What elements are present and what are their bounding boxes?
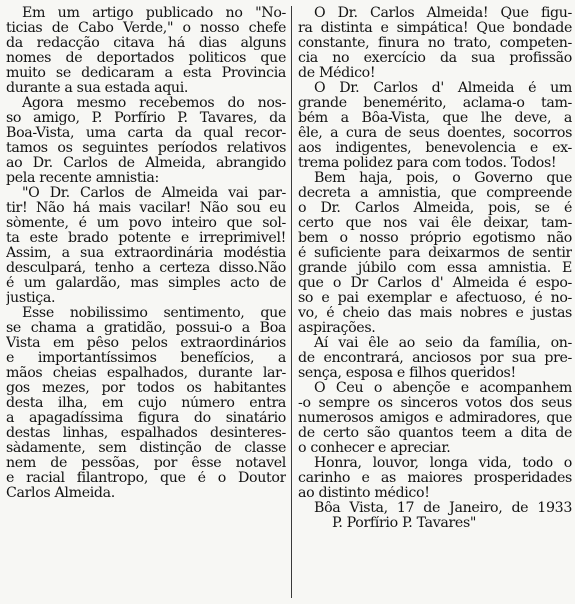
text-line: ta este brado potente e irreprimivel! (6, 231, 286, 246)
text-line: é um galardão, mas simples acto de (6, 276, 286, 291)
text-line: ao Dr. Carlos de Almeida, abrangido (6, 156, 286, 171)
text-line: desta ilha, em cujo número entra (6, 396, 286, 411)
text-line: -o sempre os sinceros votos dos seus (298, 396, 572, 411)
text-line: tir! Não há mais vacilar! Não sou eu (6, 201, 286, 216)
text-line: de encontrará, anciosos por sua pre- (298, 351, 572, 366)
column-divider (291, 6, 292, 598)
text-line: constante, finura no trato, competen- (298, 36, 572, 51)
text-line: Agora mesmo recebemos do nos- (22, 96, 286, 111)
text-line: aos indigentes, benevolencia e ex- (298, 141, 572, 156)
text-line: e importantíssimos benefícios, a (6, 351, 286, 366)
text-line: Em um artigo publicado no "No- (22, 6, 286, 21)
text-line: sença, esposa e filhos queridos! (298, 366, 516, 381)
text-line: so e pai exemplar e afectuoso, é no- (298, 291, 572, 306)
text-line: trema polidez para com todos. Todos! (298, 156, 557, 171)
text-line: Honra, louvor, longa vida, todo o (314, 456, 572, 471)
text-line: pela recente amnistia: (6, 171, 159, 186)
text-line: Aí vai êle ao seio da família, on- (314, 336, 572, 351)
text-line: Carlos Almeida. (6, 486, 115, 501)
text-line: Bem haja, pois, o Governo que (314, 171, 572, 186)
text-line: "O Dr. Carlos de Almeida vai par- (22, 186, 286, 201)
text-line: grande benemérito, aclama-o tam- (298, 96, 572, 111)
text-line: durante a sua estada aqui. (6, 81, 189, 96)
text-line: desculpará, tenho a certeza disso.Não (6, 261, 286, 276)
text-line: que o Dr Carlos d' Almeida é espo- (298, 276, 572, 291)
text-line: justiça. (6, 291, 56, 306)
text-line: destas linhas, espalhados desinteres- (6, 426, 286, 441)
text-line: nomes de deportados politicos que (6, 51, 286, 66)
text-line: o conhecer e apreciar. (298, 441, 451, 456)
text-line: êle, a cura de seus doentes, socorros (298, 126, 572, 141)
text-line: da redacção citava há dias alguns (6, 36, 286, 51)
text-line: grande júbilo com essa amnistia. É (298, 261, 572, 276)
signature: P. Porfírio P. Tavares" (332, 516, 477, 531)
text-line: cia no exercício da sua profissão (298, 51, 572, 66)
text-line: de Médico! (298, 66, 376, 81)
text-line: bém a Bôa-Vista, que lhe deve, a (298, 111, 572, 126)
text-line: tamos os seguintes períodos relativos (6, 141, 286, 156)
text-line: e racial filantropo, que é o Doutor (6, 471, 286, 486)
text-line: ao distinto médico! (298, 486, 430, 501)
text-line: ticias de Cabo Verde," o nosso chefe (6, 21, 286, 36)
text-line: O Ceu o abençõe e acompanhem (314, 381, 572, 396)
text-line: O Dr. Carlos d' Almeida é um (314, 81, 572, 96)
text-line: sàdamente, sem distinção de classe (6, 441, 286, 456)
text-line: se chama a gratidão, possui-o a Boa (6, 321, 286, 336)
dateline: Bôa Vista, 17 de Janeiro, de 1933 (314, 501, 572, 516)
text-line: certo que nos vai êle deixar, tam- (298, 216, 572, 231)
text-line: decreta a amnistia, que compreende (298, 186, 572, 201)
text-line: O Dr. Carlos Almeida! Que figu- (314, 6, 572, 21)
text-line: carinho e as maiores prosperidades (298, 471, 572, 486)
text-line: vo, é cheio das mais nobres e justas (298, 306, 572, 321)
text-line: muito se dedicaram a esta Provincia (6, 66, 286, 81)
text-line: Boa-Vista, uma carta da qual recor- (6, 126, 286, 141)
text-line: de certo são quantos teem a dita de (298, 426, 572, 441)
left-column (6, 6, 286, 600)
text-line: a apagadíssima figura do sinatário (6, 411, 286, 426)
text-line: mãos cheias espalhados, durante lar- (6, 366, 286, 381)
text-line: sòmente, é um povo inteiro que sol- (6, 216, 286, 231)
text-line: é suficiente para deixarmos de sentir (298, 246, 572, 261)
text-line: numerosos amigos e admiradores, que (298, 411, 572, 426)
text-line: nem de pessõas, por êsse notavel (6, 456, 286, 471)
right-column (298, 6, 572, 600)
text-line: Assim, a sua extraordinária modéstia (6, 246, 286, 261)
text-line: o Dr. Carlos Almeida, pois, se é (298, 201, 572, 216)
text-line: so amigo, P. Porfírio P. Tavares, da (6, 111, 286, 126)
text-line: gos mezes, por todos os habitantes (6, 381, 286, 396)
text-line: bem o nosso próprio egotismo não (298, 231, 572, 246)
text-line: Esse nobilissimo sentimento, que (22, 306, 286, 321)
text-line: Vista em pêso pelos extraordinários (6, 336, 286, 351)
text-line: ra distinta e simpática! Que bondade (298, 21, 572, 36)
text-line: aspirações. (298, 321, 376, 336)
